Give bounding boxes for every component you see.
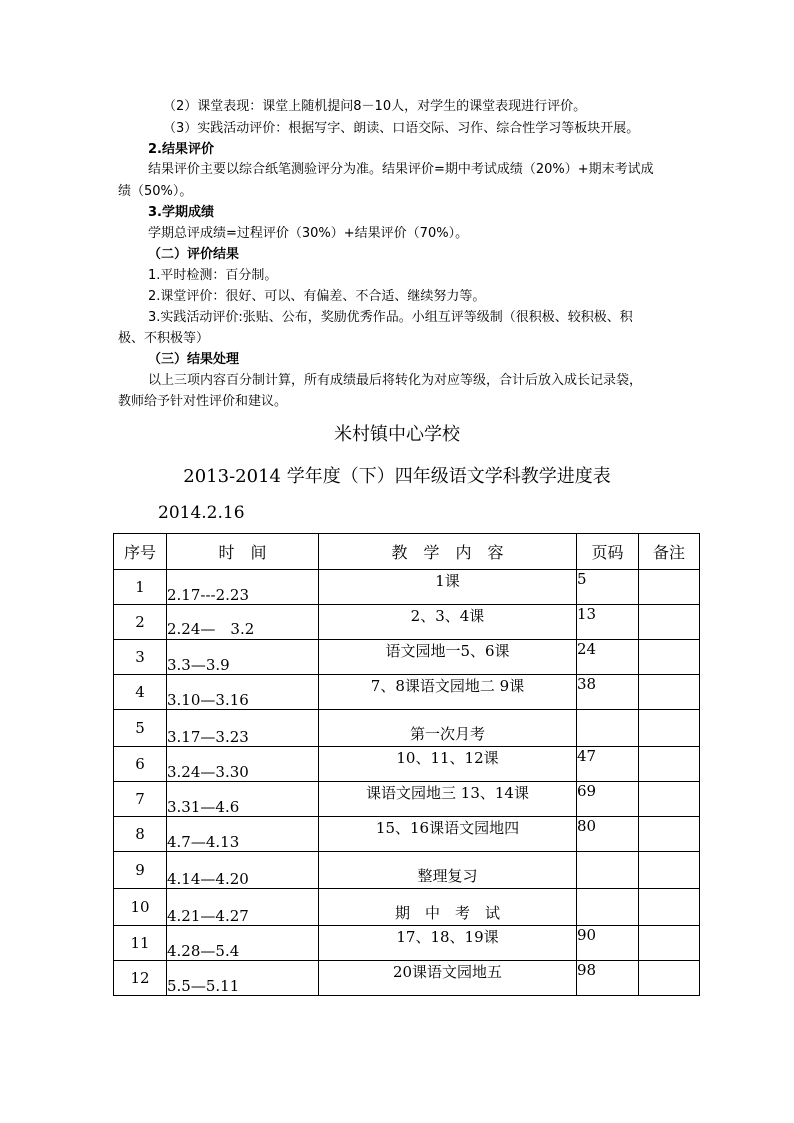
row-note — [639, 570, 700, 605]
schedule-title: 2013-2014 学年度（下）四年级语文学科教学进度表 — [183, 466, 611, 487]
row-content: 整理复习 — [319, 852, 577, 889]
row-page: 69 — [577, 782, 639, 817]
row-time: 3.17—3.23 — [167, 710, 319, 747]
row-page — [577, 710, 639, 747]
row-content: 语文园地一5、6课 — [319, 640, 577, 675]
row-time: 2.17---2.23 — [167, 570, 319, 605]
row-content: 7、8课语文园地二 9课 — [319, 675, 577, 710]
row-no: 2 — [114, 605, 167, 640]
section-heading: 3.学期成绩 — [148, 205, 214, 220]
row-page: 5 — [577, 570, 639, 605]
row-content: 15、16课语文园地四 — [319, 817, 577, 852]
text-line: 2.课堂评价：很好、可以、有偏差、不合适、继续努力等。 — [148, 289, 486, 304]
row-page: 80 — [577, 817, 639, 852]
header-no: 序号 — [114, 534, 167, 570]
row-no: 7 — [114, 782, 167, 817]
row-note — [639, 817, 700, 852]
row-page: 13 — [577, 605, 639, 640]
row-content: 20课语文园地五 — [319, 961, 577, 996]
header-time: 时 间 — [167, 534, 319, 570]
row-time: 4.7—4.13 — [167, 817, 319, 852]
table-row — [114, 710, 700, 747]
row-time: 4.14—4.20 — [167, 852, 319, 889]
row-content: 2、3、4课 — [319, 605, 577, 640]
row-time: 3.31—4.6 — [167, 782, 319, 817]
header-page: 页码 — [577, 534, 639, 570]
text-line: 3.实践活动评价:张贴、公布，奖励优秀作品。小组互评等级制（很积极、较积极、积 — [148, 310, 633, 325]
table-row — [114, 675, 700, 710]
row-page: 24 — [577, 640, 639, 675]
row-content: 17、18、19课 — [319, 926, 577, 961]
schedule-date: 2014.2.16 — [158, 503, 245, 523]
table-row — [114, 747, 700, 782]
section-heading: （三）结果处理 — [148, 352, 240, 367]
row-time: 3.24—3.30 — [167, 747, 319, 782]
text-line: 学期总评成绩=过程评价（30%）+结果评价（70%）。 — [148, 226, 469, 241]
text-line: 教师给予针对性评价和建议。 — [118, 394, 288, 409]
row-no: 5 — [114, 710, 167, 747]
row-page — [577, 889, 639, 926]
row-time: 2.24— 3.2 — [167, 605, 319, 640]
row-no: 10 — [114, 889, 167, 926]
row-no: 12 — [114, 961, 167, 996]
table-row — [114, 817, 700, 852]
row-no: 8 — [114, 817, 167, 852]
row-time: 4.21—4.27 — [167, 889, 319, 926]
section-heading: （二）评价结果 — [148, 247, 240, 262]
text-line: 1.平时检测：百分制。 — [148, 268, 278, 283]
row-content: 1课 — [319, 570, 577, 605]
row-note — [639, 747, 700, 782]
row-page: 47 — [577, 747, 639, 782]
section-heading: 2.结果评价 — [148, 142, 214, 157]
row-no: 1 — [114, 570, 167, 605]
row-page: 98 — [577, 961, 639, 996]
row-content: 第一次月考 — [319, 710, 577, 747]
row-no: 11 — [114, 926, 167, 961]
table-row — [114, 605, 700, 640]
text-line: 以上三项内容百分制计算，所有成绩最后将转化为对应等级，合计后放入成长记录袋， — [148, 373, 643, 388]
row-note — [639, 605, 700, 640]
text-line: 极、不积极等） — [118, 331, 210, 346]
row-page: 90 — [577, 926, 639, 961]
text-line: （2）课堂表现：课堂上随机提问8－10人，对学生的课堂表现进行评价。 — [163, 99, 587, 114]
table-row — [114, 640, 700, 675]
school-name: 米村镇中心学校 — [334, 424, 460, 445]
row-content: 课语文园地三 13、14课 — [319, 782, 577, 817]
row-page: 38 — [577, 675, 639, 710]
row-note — [639, 852, 700, 889]
row-time: 4.28—5.4 — [167, 926, 319, 961]
row-time: 3.10—3.16 — [167, 675, 319, 710]
table-row — [114, 889, 700, 926]
table-row — [114, 570, 700, 605]
table-row — [114, 782, 700, 817]
row-page — [577, 852, 639, 889]
row-no: 6 — [114, 747, 167, 782]
row-note — [639, 889, 700, 926]
schedule-table — [113, 533, 700, 996]
table-body — [114, 570, 700, 996]
row-note — [639, 675, 700, 710]
row-note — [639, 782, 700, 817]
table-header-row — [114, 534, 700, 570]
row-note — [639, 640, 700, 675]
row-time: 5.5—5.11 — [167, 961, 319, 996]
header-content: 教 学 内 容 — [319, 534, 577, 570]
row-content: 期 中 考 试 — [319, 889, 577, 926]
table-row — [114, 961, 700, 996]
text-line: 绩（50%）。 — [118, 184, 193, 199]
row-no: 4 — [114, 675, 167, 710]
row-note — [639, 926, 700, 961]
row-content: 10、11、12课 — [319, 747, 577, 782]
row-time: 3.3—3.9 — [167, 640, 319, 675]
row-note — [639, 710, 700, 747]
header-note: 备注 — [639, 534, 700, 570]
text-line: （3）实践活动评价：根据写字、朗读、口语交际、习作、综合性学习等板块开展。 — [163, 121, 640, 136]
table-row — [114, 852, 700, 889]
table-row — [114, 926, 700, 961]
row-no: 3 — [114, 640, 167, 675]
text-line: 结果评价主要以综合纸笔测验评分为准。结果评价=期中考试成绩（20%）+期末考试成 — [148, 162, 654, 177]
row-no: 9 — [114, 852, 167, 889]
row-note — [639, 961, 700, 996]
